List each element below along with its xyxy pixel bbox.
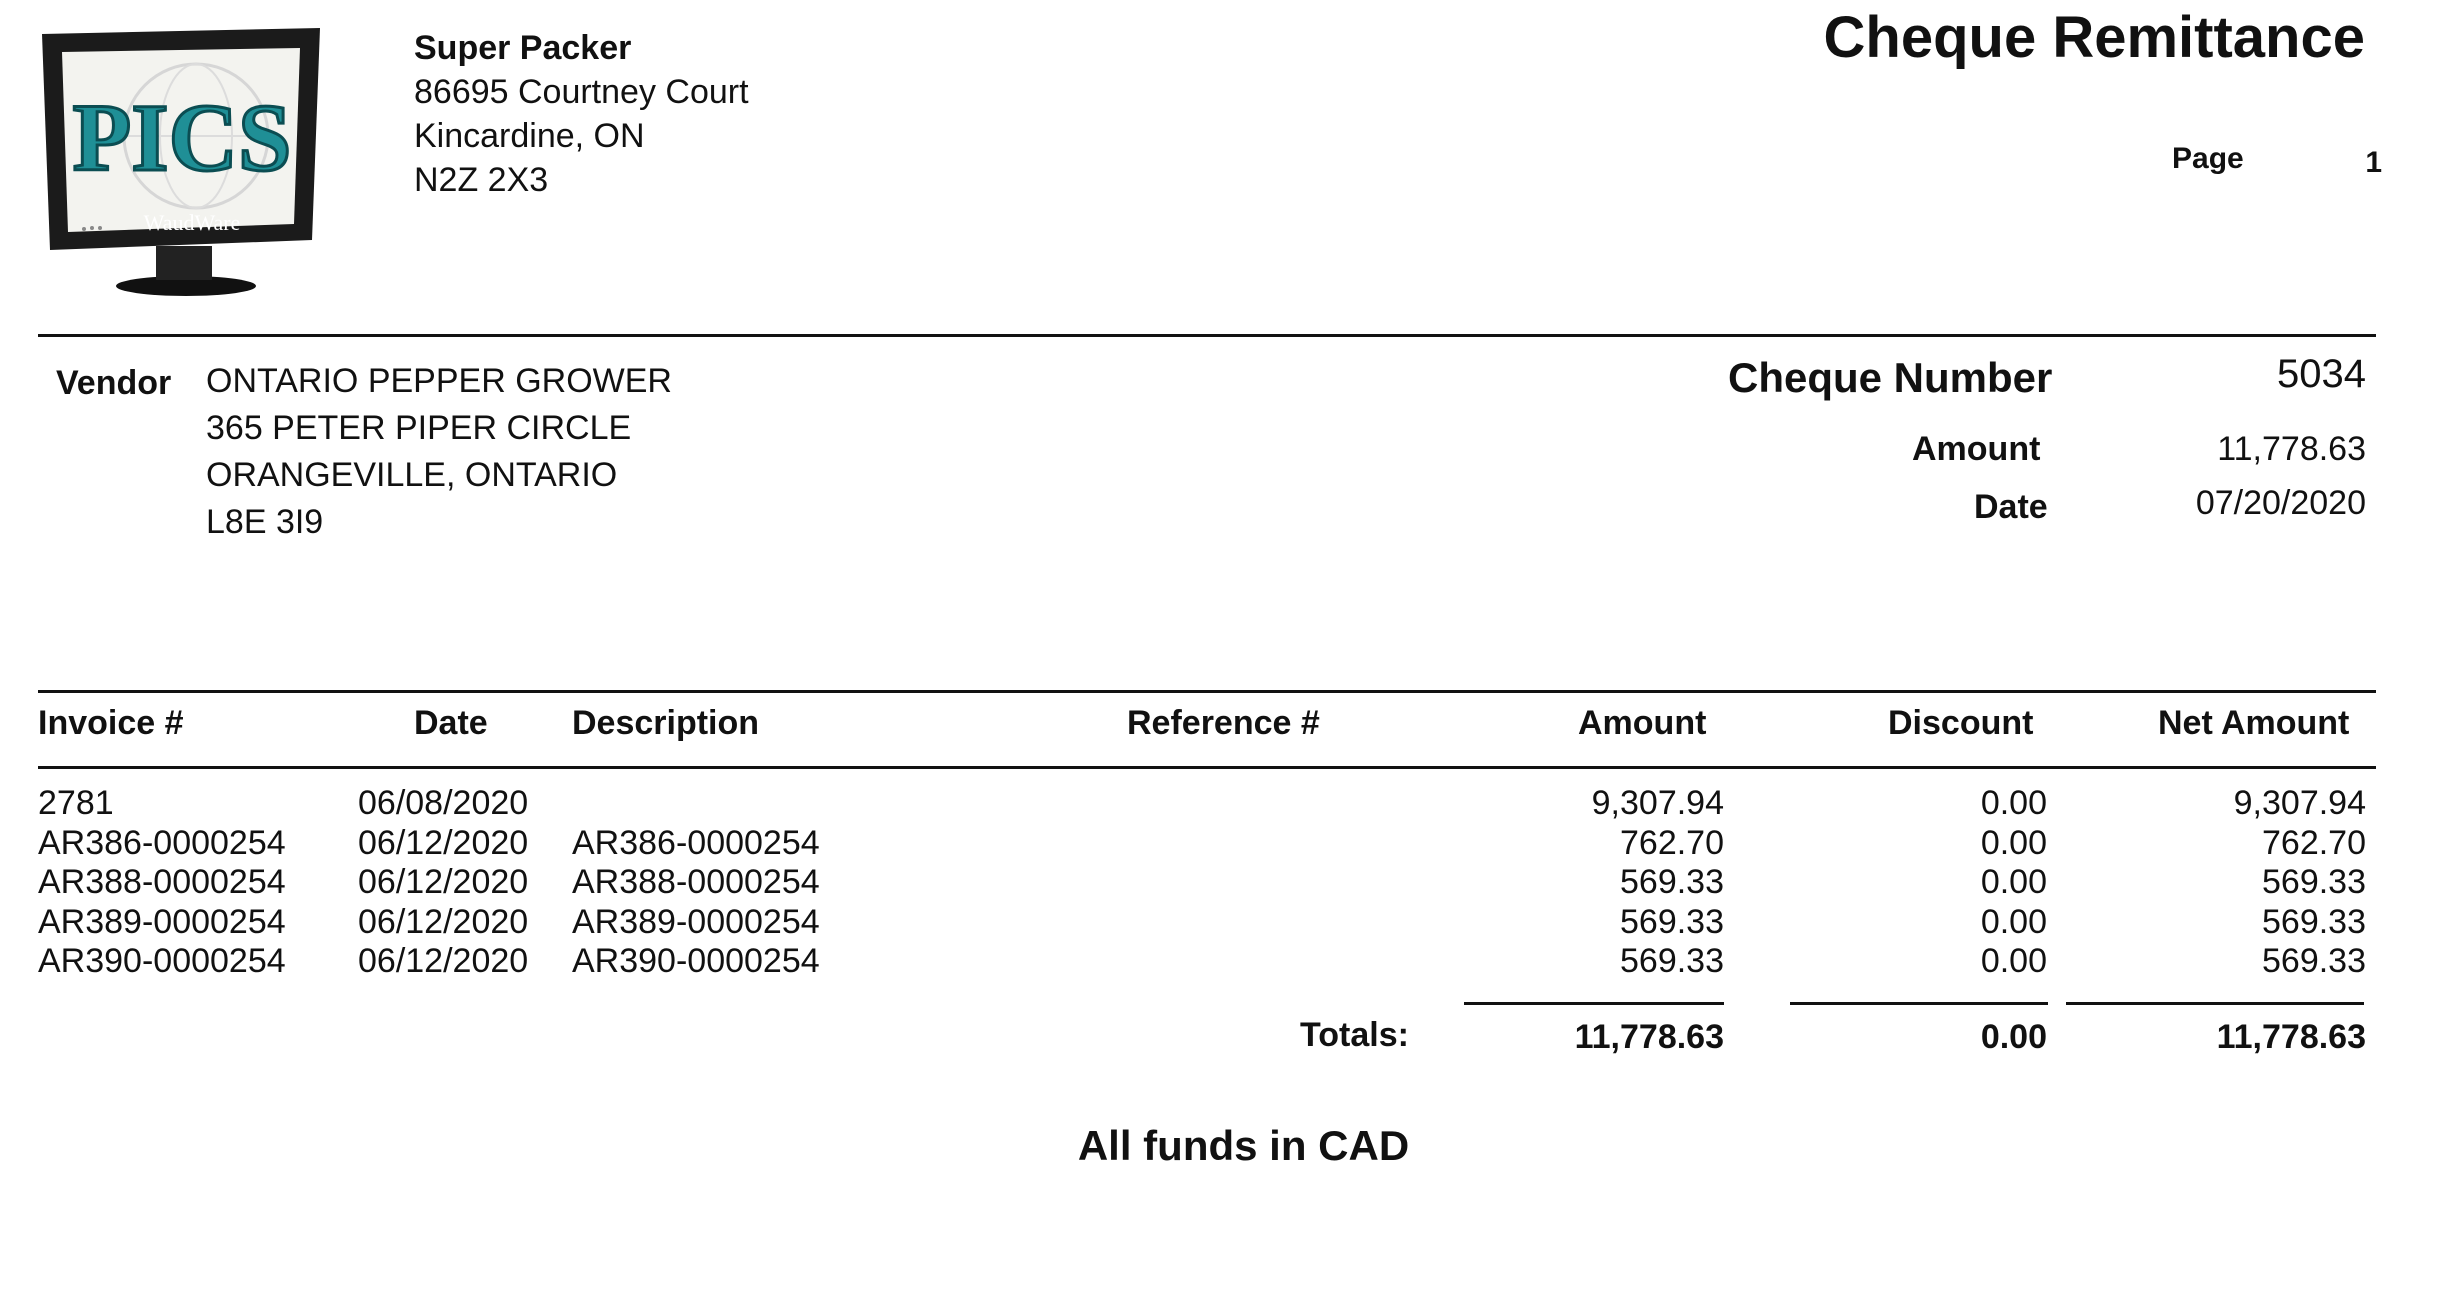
pics-waudware-logo [36, 28, 326, 298]
col-header-date: Date [414, 704, 488, 742]
row-description: AR386-0000254 [572, 823, 820, 862]
vendor-postal: L8E 3I9 [206, 503, 324, 541]
net-total-rule [2066, 1002, 2364, 1005]
row-date: 06/08/2020 [358, 784, 529, 822]
currency-note: All funds in CAD [1077, 1122, 1410, 1169]
cheque-number-label: Cheque Number [1728, 354, 2053, 401]
discount-total-rule [1790, 1002, 2048, 1005]
col-header-reference: Reference # [1127, 704, 1320, 742]
row-date: 06/12/2020 [358, 863, 529, 901]
row-net-amount: 569.33 [2262, 863, 2366, 901]
row-amount: 569.33 [1620, 942, 1724, 980]
header-divider [38, 334, 2376, 337]
total-discount: 0.00 [1980, 1018, 2047, 1056]
logo-subtext: WaudWare [143, 210, 241, 235]
page-number: 1 [2365, 146, 2382, 179]
cheque-date-label: Date [1974, 488, 2048, 526]
row-description: AR389-0000254 [572, 902, 820, 941]
totals-label: Totals: [1300, 1016, 1409, 1054]
row-discount: 0.00 [1980, 902, 2047, 941]
row-discount: 0.00 [1980, 942, 2047, 980]
row-invoice: AR389-0000254 [38, 902, 286, 941]
row-invoice: AR388-0000254 [38, 863, 286, 901]
row-description: AR388-0000254 [572, 863, 820, 901]
row-discount: 0.00 [1980, 823, 2047, 862]
row-description: AR390-0000254 [572, 942, 820, 980]
row-date: 06/12/2020 [358, 942, 529, 980]
row-discount: 0.00 [1980, 863, 2047, 901]
col-header-net-amount: Net Amount [2158, 704, 2350, 742]
row-amount: 9,307.94 [1591, 784, 1724, 822]
cheque-amount: 11,778.63 [2217, 430, 2366, 468]
cheque-date: 07/20/2020 [2195, 484, 2366, 522]
company-address1: 86695 Courtney Court [414, 73, 749, 111]
vendor-address1: 365 PETER PIPER CIRCLE [206, 409, 632, 447]
logo-text: PICS [72, 84, 292, 191]
row-amount: 762.70 [1620, 823, 1724, 862]
row-net-amount: 762.70 [2262, 823, 2366, 862]
table-top-rule [38, 690, 2376, 693]
row-invoice: 2781 [38, 784, 114, 822]
vendor-address2: ORANGEVILLE, ONTARIO [206, 456, 618, 494]
col-header-amount: Amount [1578, 704, 1707, 742]
row-net-amount: 9,307.94 [2233, 784, 2366, 822]
document-title: Cheque Remittance [1823, 5, 2365, 70]
row-amount: 569.33 [1620, 902, 1724, 941]
row-invoice: AR386-0000254 [38, 823, 286, 862]
company-postal: N2Z 2X3 [414, 161, 549, 199]
amount-total-rule [1464, 1002, 1724, 1005]
row-net-amount: 569.33 [2262, 902, 2366, 941]
col-header-description: Description [572, 704, 760, 742]
col-header-invoice: Invoice # [38, 704, 184, 742]
total-net-amount: 11,778.63 [2216, 1018, 2366, 1056]
col-header-discount: Discount [1888, 704, 2034, 742]
row-discount: 0.00 [1980, 784, 2047, 822]
row-date: 06/12/2020 [358, 823, 529, 862]
total-amount: 11,778.63 [1574, 1018, 1724, 1056]
cheque-number: 5034 [2277, 352, 2366, 396]
page-label: Page [2172, 142, 2244, 175]
row-invoice: AR390-0000254 [38, 942, 286, 980]
company-address2: Kincardine, ON [414, 117, 645, 155]
row-date: 06/12/2020 [358, 902, 529, 941]
cheque-amount-label: Amount [1912, 430, 2041, 468]
table-header-rule [38, 766, 2376, 769]
row-net-amount: 569.33 [2262, 942, 2366, 980]
company-name: Super Packer [414, 29, 632, 67]
vendor-label: Vendor [56, 364, 172, 402]
row-amount: 569.33 [1620, 863, 1724, 901]
vendor-name: ONTARIO PEPPER GROWER [206, 362, 672, 400]
